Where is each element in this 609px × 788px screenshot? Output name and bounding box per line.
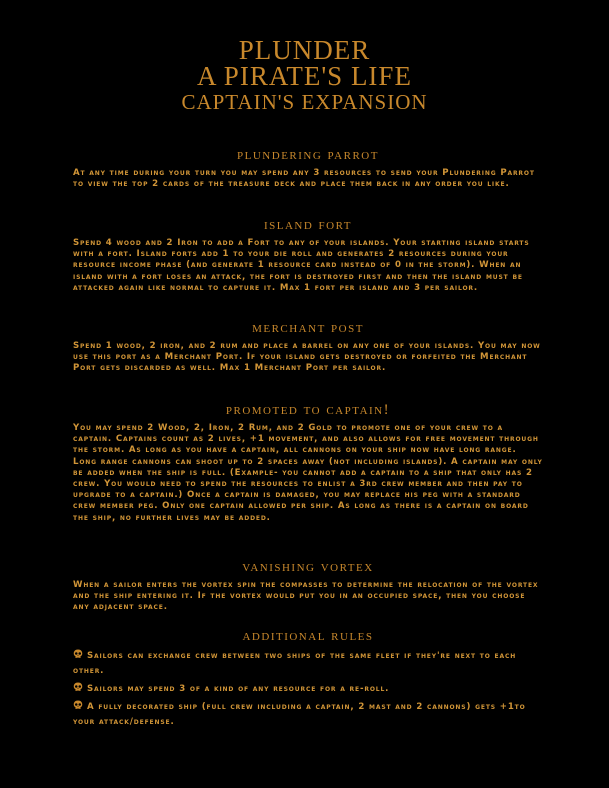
skull-icon xyxy=(73,682,83,692)
section-heading: merchant post xyxy=(252,320,364,336)
rule-item xyxy=(73,700,543,730)
title-line-pirates-life: A PIRATE'S LIFE xyxy=(197,61,412,91)
section-body: Spend 1 wood, 2 iron, and 2 rum and place a barrel on any one of your islands. You may now use this port as a Merchant Port. If your island gets destroyed or forfeited the Merchant Port gets discarded as well. Max 1 Merchant Port per sailor. xyxy=(73,341,541,374)
section-body: Spend 4 wood and 2 Iron to add a Fort to any of your islands. Your starting island starts with a fort. Island forts add 1 to your die roll and generates 2 resources during your resource income phase (and generate 1 resource card instead of 0 in the storm). When an island with a fort loses an attack, the fort is destroyed first and then the island must be attacked again like normal to capture it. Max 1 fort per island and 3 per sailor. xyxy=(73,238,530,293)
section-promoted-to-captain xyxy=(73,401,543,524)
section-plundering-parrot xyxy=(73,146,543,190)
section-additional-rules xyxy=(73,627,543,733)
section-vanishing-vortex xyxy=(73,558,543,614)
section-body: When a sailor enters the vortex spin the compasses to determine the relocation of the vortex and the ship entering it. If the vortex would put you in an occupied space, then you choose any adjacent space. xyxy=(73,580,539,613)
section-merchant-post xyxy=(73,319,543,375)
section-island-fort xyxy=(73,216,543,294)
rule-item xyxy=(73,682,543,697)
section-heading: promoted to captain! xyxy=(225,402,391,418)
skull-icon xyxy=(73,700,83,710)
skull-icon xyxy=(73,649,83,659)
rule-text: Sailors can exchange crew between two ships of the same fleet if they're next to each other. xyxy=(73,651,517,676)
section-body: You may spend 2 Wood, 2, Iron, 2 Rum, and 2 Gold to promote one of your crew to a captain. Captains count as 2 lives, +1 movement, and also allows for free movement through the storm. As long as you have a captain, all cannons on your ship now have long range. Long range cannons can shoot up to 2 spaces away (not including islands). A captain may only be added when the ship is full. (Example- you cannot add a captain to a ship that only has 2 crew. You would need to spend the resources to enlist a 3rd crew member and then pay to upgrade to a captain.) Once a captain is damaged, you may replace his peg with a standard crew member peg. Only one captain allowed per ship. As long as there is a captain on board the ship, no further lives may be added. xyxy=(73,423,543,523)
section-heading: plundering parrot xyxy=(237,147,379,163)
section-heading: additional rules xyxy=(242,628,374,644)
rule-text: Sailors may spend 3 of a kind of any resource for a re-roll. xyxy=(87,684,390,694)
rule-text: A fully decorated ship (full crew including a captain, 2 mast and 2 cannons) gets +1to your attack/defense. xyxy=(73,702,526,727)
title-line-captains-expansion xyxy=(0,90,609,114)
section-heading: island fort xyxy=(263,217,353,233)
title-line-plunder: PLUNDER xyxy=(238,35,371,65)
subtitle-text: CAPTAIN'S EXPANSION xyxy=(181,90,428,114)
document-title xyxy=(0,35,609,114)
section-body: At any time during your turn you may spend any 3 resources to send your Plundering Parrot to view the top 2 cards of the treasure deck and place them back in any order you like. xyxy=(73,168,535,190)
rule-item xyxy=(73,649,543,679)
section-heading: vanishing vortex xyxy=(242,559,374,575)
